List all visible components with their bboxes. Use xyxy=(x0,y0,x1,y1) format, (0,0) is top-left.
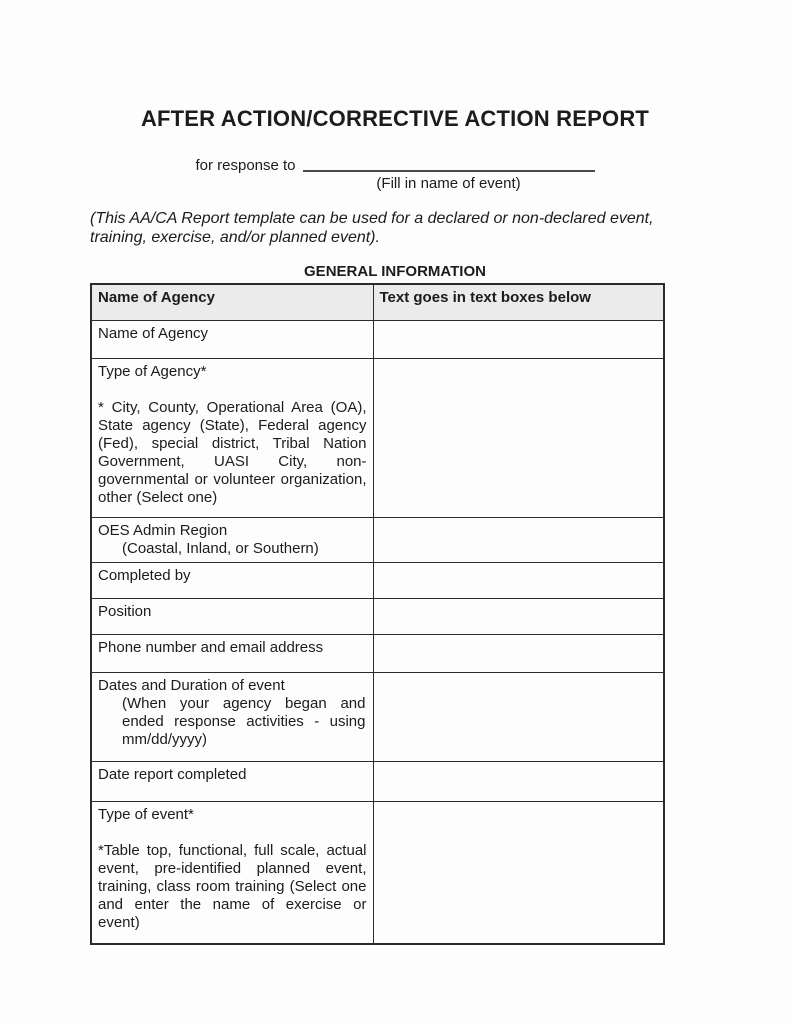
row-label-cell xyxy=(91,802,373,945)
response-line xyxy=(90,156,700,193)
row-label: Phone number and email address xyxy=(98,639,324,656)
row-label: Position xyxy=(98,603,152,620)
row-value-cell[interactable] xyxy=(373,321,664,359)
intro-note: (This AA/CA Report template can be used for a declared or non-declared event, training, exercise, and/or planned event). xyxy=(90,210,654,246)
row-label-cell xyxy=(91,762,373,802)
response-label: for response to xyxy=(195,157,296,174)
table-row-phone-email xyxy=(91,635,664,673)
response-blank-line[interactable] xyxy=(303,156,595,172)
row-footnote: *Table top, functional, full scale, actual event, pre-identified planned event, training, class room training (Select one and enter the name of exercise or event) xyxy=(98,842,367,931)
fill-in-hint: (Fill in name of event) xyxy=(376,175,521,192)
row-value-cell[interactable] xyxy=(373,518,664,563)
row-label-cell xyxy=(91,673,373,762)
row-value-cell[interactable] xyxy=(373,359,664,518)
row-label-cell xyxy=(91,599,373,635)
row-footnote: * City, County, Operational Area (OA), State agency (State), Federal agency (Fed), special district, Tribal Nation Government, UASI City, non-governmental or volunteer organization, other (Select one) xyxy=(98,399,367,506)
row-value-cell[interactable] xyxy=(373,673,664,762)
section-heading: GENERAL INFORMATION xyxy=(304,263,486,280)
general-information-table xyxy=(90,283,665,945)
response-blank-wrap xyxy=(303,156,595,193)
row-label: Date report completed xyxy=(98,766,247,783)
table-row-oes-admin-region xyxy=(91,518,664,563)
row-value-cell[interactable] xyxy=(373,802,664,945)
row-value-cell[interactable] xyxy=(373,762,664,802)
table-row-type-of-agency xyxy=(91,359,664,518)
page-title: AFTER ACTION/CORRECTIVE ACTION REPORT xyxy=(140,106,650,131)
row-value-cell[interactable] xyxy=(373,563,664,599)
row-label: Dates and Duration of event xyxy=(98,677,285,694)
row-label: OES Admin Region xyxy=(98,522,228,539)
header-cell-name-of-agency: Name of Agency xyxy=(91,284,373,321)
row-label-cell xyxy=(91,359,373,518)
row-sublabel: (When your agency began and ended response activities - using mm/dd/yyyy) xyxy=(122,695,366,748)
row-label: Completed by xyxy=(98,567,191,584)
table-header-row xyxy=(91,284,664,321)
row-label-cell xyxy=(91,635,373,673)
table-row-date-report-completed xyxy=(91,762,664,802)
row-label: Type of Agency* xyxy=(98,363,207,380)
table-row-dates-duration xyxy=(91,673,664,762)
row-label: Name of Agency xyxy=(98,325,209,342)
table-row-position xyxy=(91,599,664,635)
row-label-cell xyxy=(91,563,373,599)
row-label: Type of event* xyxy=(98,806,194,823)
row-label-cell xyxy=(91,321,373,359)
row-value-cell[interactable] xyxy=(373,599,664,635)
table-row-completed-by xyxy=(91,563,664,599)
row-sublabel: (Coastal, Inland, or Southern) xyxy=(122,540,319,557)
table-row-type-of-event xyxy=(91,802,664,945)
header-cell-text-boxes: Text goes in text boxes below xyxy=(373,284,664,321)
table-row-name-of-agency xyxy=(91,321,664,359)
row-value-cell[interactable] xyxy=(373,635,664,673)
row-label-cell xyxy=(91,518,373,563)
